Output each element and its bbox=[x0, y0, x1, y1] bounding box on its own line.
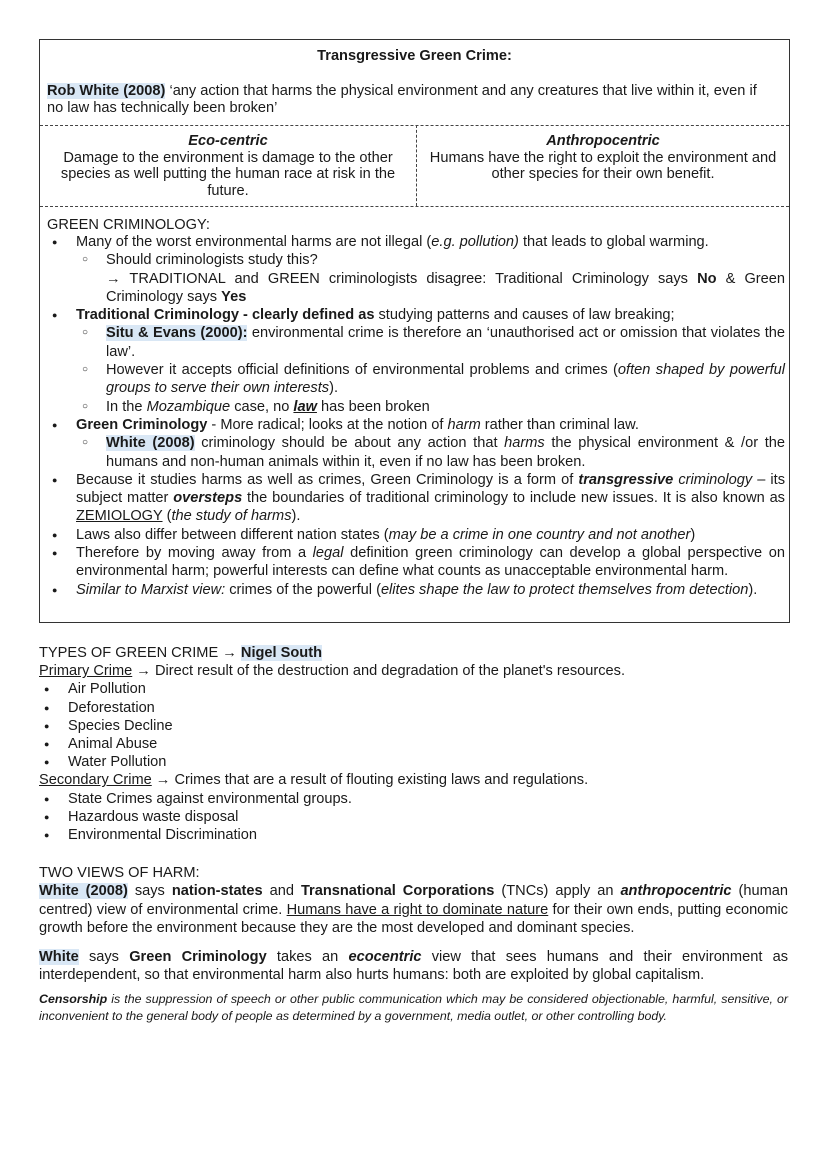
dashed-column-divider bbox=[416, 125, 417, 206]
list-item: ● Hazardous waste disposal bbox=[39, 808, 790, 826]
list-subitem: ○ Should criminologists study this? bbox=[47, 251, 785, 269]
list-item: ● Laws also differ between different nation states (may be a crime in one country and not another) bbox=[47, 526, 785, 544]
list-item: ● Therefore by moving away from a legal definition green criminology can develop a global perspective on environmental harm; powerful interests can define what counts as unacceptable environmental harm. bbox=[47, 544, 785, 581]
types-heading: TYPES OF GREEN CRIME → Nigel South bbox=[39, 645, 322, 661]
dashed-divider bbox=[40, 206, 789, 207]
primary-crime-line: Primary Crime → Direct result of the destruction and degradation of the planet's resources. bbox=[39, 663, 626, 680]
harm-heading: TWO VIEWS OF HARM: bbox=[39, 865, 200, 881]
green-criminology-heading: GREEN CRIMINOLOGY: bbox=[47, 217, 210, 233]
list-item: ● Species Decline bbox=[39, 717, 790, 735]
list-subitem: ○ However it accepts official definitions of environmental problems and crimes (often shaped by powerful groups to serve their own interests). bbox=[47, 361, 785, 398]
white-anthropocentric-paragraph: White (2008) says nation-states and Transnational Corporations (TNCs) apply an anthropocentric (human centred) view of environmental crime. Humans have a right to dominate nature for their own ends, putting economic growth before the environment because they are the most developed and dominant species. bbox=[39, 883, 788, 937]
list-item: ● Green Criminology - More radical; looks at the notion of harm rather than criminal law. bbox=[47, 416, 785, 434]
list-subitem-note: → TRADITIONAL and GREEN criminologists disagree: Traditional Criminology says No & Green Criminology says Yes bbox=[106, 270, 786, 305]
transgressive-green-crime-box bbox=[39, 39, 790, 623]
ecocentric-heading: Eco-centric bbox=[188, 133, 268, 149]
secondary-crime-label: Secondary Crime bbox=[39, 772, 152, 789]
list-item: ● Similar to Marxist view: crimes of the powerful (elites shape the law to protect themselves from detection). bbox=[47, 581, 785, 599]
list-item: ● Air Pollution bbox=[39, 680, 790, 698]
types-of-green-crime-section bbox=[39, 644, 790, 844]
box-title: Transgressive Green Crime: bbox=[317, 48, 512, 64]
list-subitem: ○ In the Mozambique case, no law has been broken bbox=[47, 398, 785, 416]
list-item: ● Environmental Discrimination bbox=[39, 826, 790, 844]
secondary-crime-list bbox=[39, 790, 790, 845]
list-item: ● Water Pollution bbox=[39, 753, 790, 771]
two-views-of-harm-section bbox=[39, 864, 788, 1025]
quote-text: ‘any action that harms the physical environment and any creatures that live within it, even if no law has technically been broken’ bbox=[47, 83, 757, 116]
primary-crime-label: Primary Crime bbox=[39, 663, 133, 680]
censorship-definition: Censorship is the suppression of speech or other public communication which may be considered objectionable, harmful, sensitive, or inconvenient to the general body of people as determined by a government, media outlet, or other controlling body. bbox=[39, 992, 788, 1024]
anthropocentric-text: Humans have the right to exploit the environment and other species for their own benefit. bbox=[429, 149, 777, 182]
types-author: Nigel South bbox=[240, 645, 322, 661]
ecocentric-column bbox=[46, 133, 410, 199]
anthropocentric-heading: Anthropocentric bbox=[546, 133, 660, 149]
primary-crime-list bbox=[39, 680, 790, 771]
list-subitem: ○ White (2008) criminology should be about any action that harms the physical environment & /or the humans and non-human animals within it, even if no law has been broken. bbox=[47, 434, 785, 471]
secondary-crime-line: Secondary Crime → Crimes that are a result of flouting existing laws and regulations. bbox=[39, 772, 589, 789]
rob-white-quote bbox=[47, 83, 775, 117]
anthropocentric-column bbox=[424, 133, 782, 183]
list-item: ● State Crimes against environmental groups. bbox=[39, 790, 790, 808]
list-item: ● Many of the worst environmental harms are not illegal (e.g. pollution) that leads to global warming. bbox=[47, 233, 785, 251]
quote-author: Rob White (2008) bbox=[47, 83, 166, 99]
list-subitem: ○ Situ & Evans (2000): environmental crime is therefore an ‘unauthorised act or omission that violates the law’. bbox=[47, 324, 785, 361]
list-item: ● Deforestation bbox=[39, 699, 790, 717]
list-item: ● Traditional Criminology - clearly defined as studying patterns and causes of law breaking; bbox=[47, 306, 785, 324]
ecocentric-text: Damage to the environment is damage to the other species as well putting the human race at risk in the future. bbox=[60, 149, 396, 199]
white-ecocentric-paragraph: White says Green Criminology takes an ecocentric view that sees humans and their environment as interdependent, so that environmental harm also hurts humans: both are exploited by global capitalism. bbox=[39, 948, 788, 984]
list-item: ● Animal Abuse bbox=[39, 735, 790, 753]
green-criminology-list bbox=[47, 233, 785, 599]
list-item: ● Because it studies harms as well as crimes, Green Criminology is a form of transgressive criminology – its subject matter oversteps the boundaries of traditional criminology to include new issues. It is also known as ZEMIOLOGY (the study of harms). bbox=[47, 471, 785, 526]
dashed-divider bbox=[40, 125, 789, 126]
